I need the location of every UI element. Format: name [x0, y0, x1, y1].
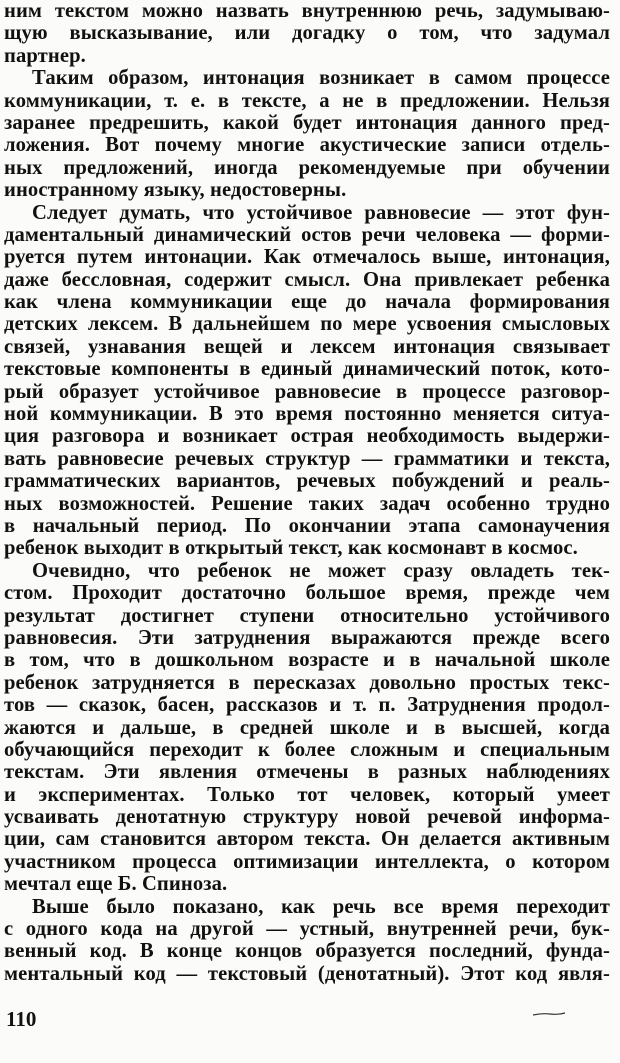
text-line: и экспериментах. Только тот человек, который умеет — [4, 783, 610, 806]
text-line: даже бессловная, содержит смысл. Она привлекает ребенка — [4, 268, 610, 291]
text-line: ция разговора и возникает острая необходимость выдержи- — [4, 425, 610, 448]
text-line: заранее предрешить, какой будет интонация данного пред- — [4, 111, 610, 134]
text-line: мечтал еще Б. Спиноза. — [4, 873, 228, 896]
text-line: щую высказывание, или догадку о том, что задумал — [4, 22, 610, 45]
text-line: даментальный динамический остов речи человека — форми- — [4, 223, 610, 246]
text-line: руется путем интонации. Как отмечалось выше, интонация, — [4, 246, 610, 269]
text-line: детских лексем. В дальнейшем по мере усвоения смысловых — [4, 313, 610, 336]
text-line: ных возможностей. Решение таких задач особенно трудно — [4, 492, 610, 515]
text-line: грамматических вариантов, речевых побуждений и реаль- — [4, 470, 610, 493]
text-line: ной коммуникации. В это время постоянно меняется ситуа- — [4, 403, 610, 426]
text-line: как члена коммуникации еще до начала формирования — [4, 291, 610, 314]
text-line: вать равновесие речевых структур — грамматики и текста, — [4, 447, 610, 470]
text-line: рый образует устойчивое равновесие в процессе разговор- — [4, 380, 610, 403]
text-line: с одного кода на другой — устный, внутренней речи, бук- — [4, 918, 610, 941]
text-line: Очевидно, что ребенок не может сразу овладеть тек- — [32, 559, 610, 582]
text-line: ним текстом можно назвать внутреннюю речь, задумываю- — [4, 0, 610, 22]
text-line: ментальный код — текстовый (денотатный). Этот код явля- — [4, 962, 610, 985]
text-line: Выше было показано, как речь все время переходит — [32, 895, 610, 918]
text-line: ложения. Вот почему многие акустические записи отдель- — [4, 134, 610, 157]
text-line: венный код. В конце концов образуется последний, фунда- — [4, 940, 610, 963]
text-line: текстам. Эти явления отмечены в разных наблюдениях — [4, 761, 610, 784]
text-line: обучающийся переходит к более сложным и специальным — [4, 738, 610, 761]
text-line: участником процесса оптимизации интеллекта, о котором — [4, 850, 610, 873]
text-line: стом. Проходит достаточно большое время, прежде чем — [4, 582, 610, 605]
page-number: 110 — [6, 1007, 37, 1031]
text-line: партнер. — [4, 44, 86, 67]
ink-smudge — [532, 1012, 566, 1016]
text-line: связей, узнавания вещей и лексем интонация связывает — [4, 335, 610, 358]
text-line: в том, что в дошкольном возрасте и в начальной школе — [4, 649, 610, 672]
text-line: в начальный период. По окончании этапа самонаучения — [4, 514, 610, 537]
text-line: тов — сказок, басен, рассказов и т. п. Затруднения продол- — [4, 694, 610, 717]
text-line: иностранному языку, недостоверны. — [4, 179, 347, 202]
text-line: ребенок выходит в открытый текст, как космонавт в космос. — [4, 537, 578, 560]
text-line: результат достигнет ступени относительно устойчивого — [4, 604, 610, 627]
body-text — [4, 0, 610, 985]
text-line: ребенок затрудняется в пересказах довольно простых текс- — [4, 671, 610, 694]
text-line: ных предложений, иногда рекомендуемые при обучении — [4, 156, 610, 179]
text-line: равновесия. Эти затруднения выражаются прежде всего — [4, 626, 610, 649]
text-line: Таким образом, интонация возникает в самом процессе — [32, 67, 610, 90]
text-line: ции, сам становится автором текста. Он делается активным — [4, 828, 610, 851]
text-line: коммуникации, т. е. в тексте, а не в предложении. Нельзя — [4, 89, 610, 112]
text-line: жаются и дальше, в средней школе и в высшей, когда — [4, 716, 610, 739]
text-line: Следует думать, что устойчивое равновесие — этот фун- — [32, 201, 610, 224]
text-line: текстовые компоненты в единый динамический поток, кото- — [4, 358, 610, 381]
text-line: усваивать денотатную структуру новой речевой информа- — [4, 806, 610, 829]
